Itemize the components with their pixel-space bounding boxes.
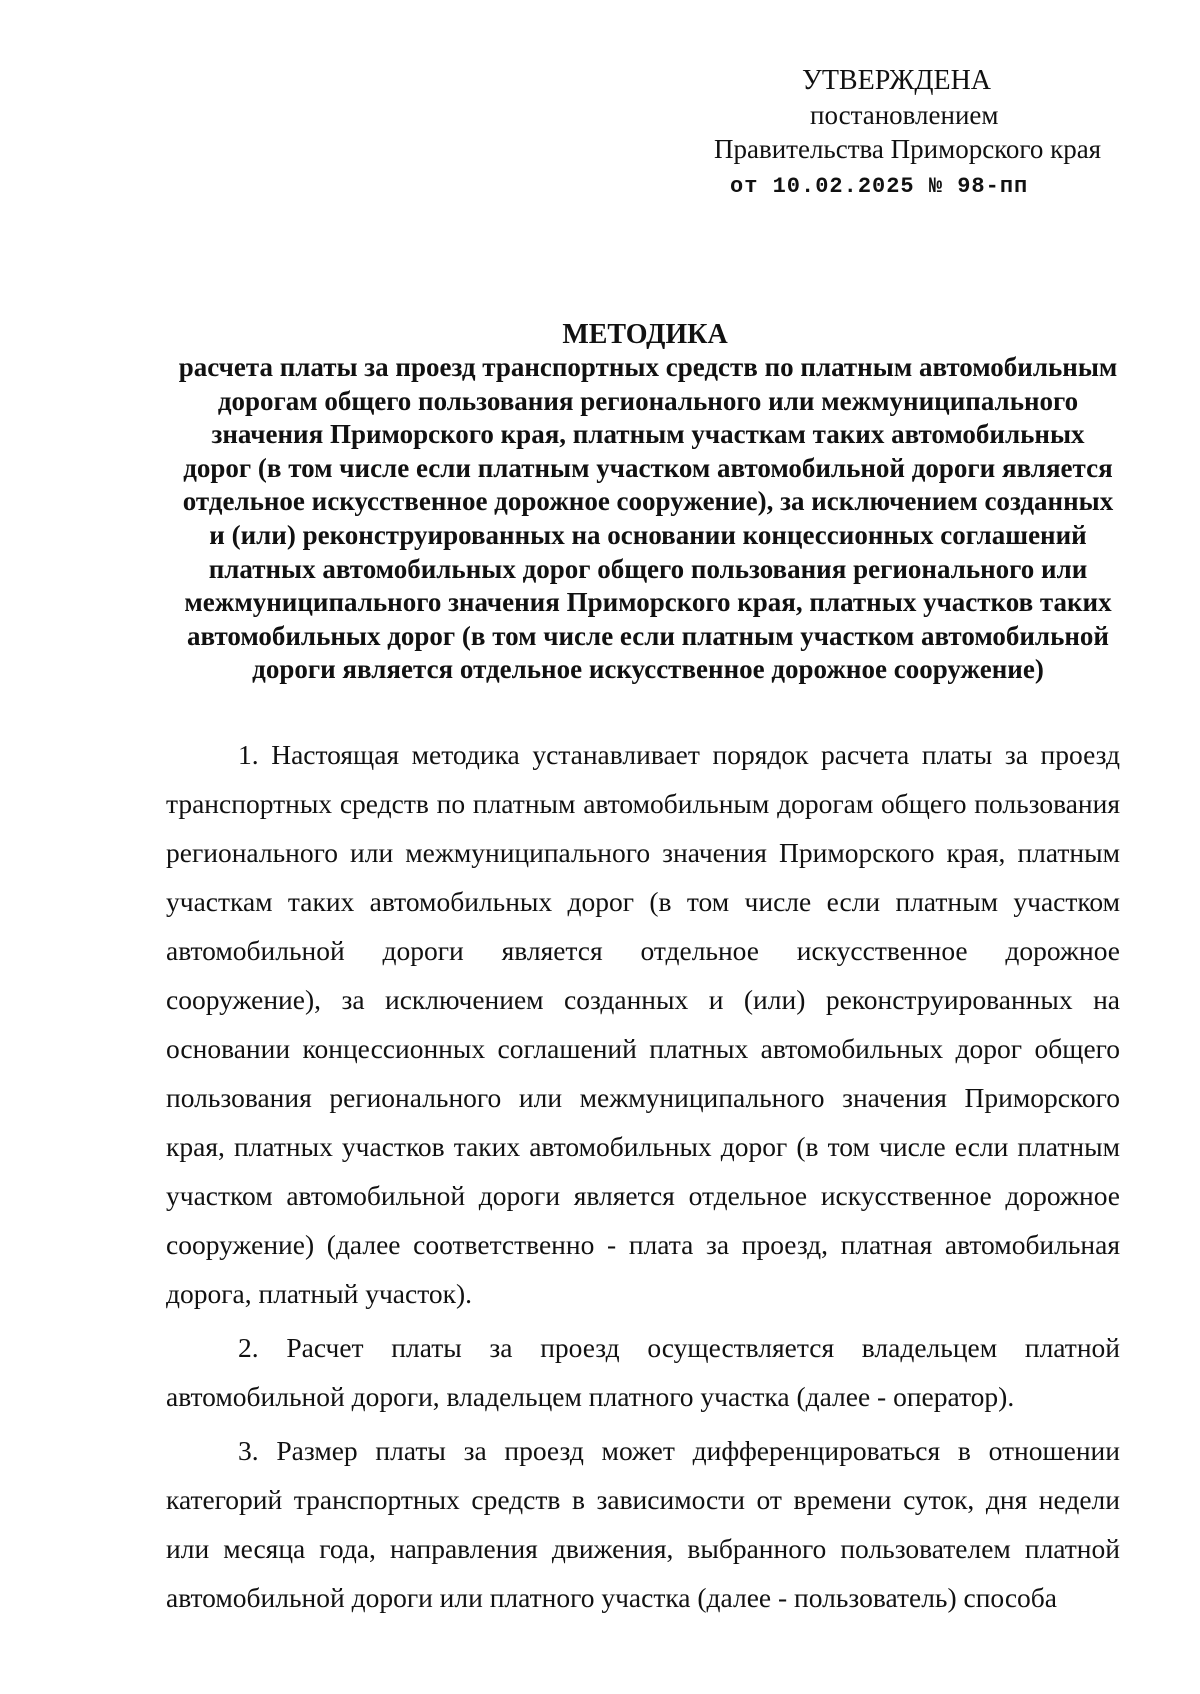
document-title: МЕТОДИКА: [562, 319, 728, 350]
approval-stamp: [690, 64, 1130, 204]
paragraph-1: 1. Настоящая методика устанавливает порядок расчета платы за проезд транспортных средств по платным автомобильным дорогам общего пользования регионального или межмуниципального значения Приморского края, платным участкам таких автомобильных дорог (в том числе если платным участком автомобильной дороги является отдельное искусственное дорожное сооружение), за исключением созданных и (или) реконструированных на основании концессионных соглашений платных автомобильных дорог общего пользования регионального или межмуниципального значения Приморского края, платных участков таких автомобильных дорог (в том числе если платным участком автомобильной дороги является отдельное искусственное дорожное сооружение) (далее соответственно - плата за проезд, платная автомобильная дорога, платный участок).: [166, 739, 1120, 1309]
paragraph-2: 2. Расчет платы за проезд осуществляется владельцем платной автомобильной дороги, владельцем платного участка (далее - оператор).: [166, 1332, 1120, 1412]
approval-by: постановлением: [810, 100, 999, 130]
document-body: [166, 730, 1120, 1627]
paragraph-3: 3. Размер платы за проезд может дифференцироваться в отношении категорий транспортных средств в зависимости от времени суток, дня недели или месяца года, направления движения, выбранного пользователем платной автомобильной дороги или платного участка (далее - пользователь) способа: [166, 1435, 1120, 1613]
approval-title: УТВЕРЖДЕНА: [802, 65, 992, 96]
approval-authority: Правительства Приморского края: [714, 134, 1102, 164]
approval-date-number: от 10.02.2025 № 98-пп: [730, 174, 1029, 199]
document-subtitle: расчета платы за проезд транспортных средств по платным автомобильным дорогам общего пользования регионального или межмуниципального значения Приморского края, платным участкам таких автомобильных дорог (в том числе если платным участком автомобильной дороги является отдельное искусственное дорожное сооружение), за исключением созданных и (или) реконструированных на основании концессионных соглашений платных автомобильных дорог общего пользования регионального или межмуниципального значения Приморского края, платных участков таких автомобильных дорог (в том числе если платным участком автомобильной дороги является отдельное искусственное дорожное сооружение): [178, 352, 1118, 685]
